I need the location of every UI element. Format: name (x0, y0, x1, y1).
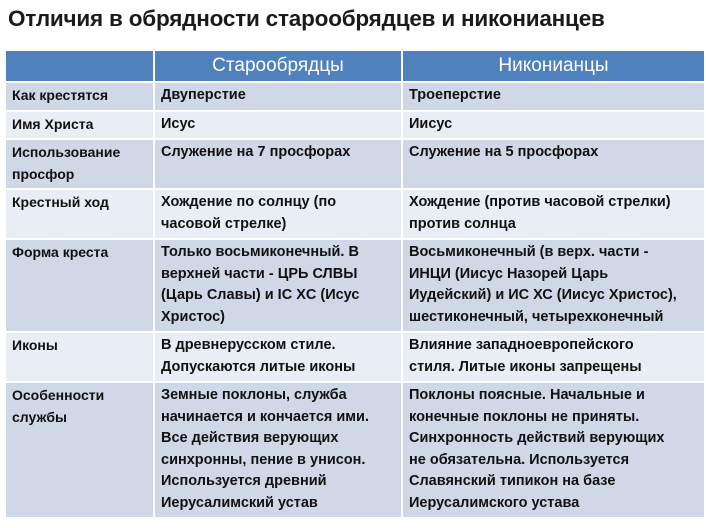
cell-text-line: Христос) (161, 308, 225, 325)
cell-text-line: Хождение (против часовой стрелки) (409, 194, 671, 210)
cell-text-line: Славянский типикон на базе (409, 473, 616, 489)
cell-text-line: не обязательна. Используется (409, 451, 630, 468)
row-label-cell (6, 112, 153, 139)
cell-text-line: Используется древний (161, 473, 327, 489)
table-row (6, 240, 704, 331)
cell-text-line: Поклоны поясные. Начальные и (409, 387, 645, 403)
nikonians-cell (403, 383, 704, 517)
old-believers-cell (155, 240, 401, 331)
table-row (6, 383, 704, 517)
cell-text-line: Иерусалимского устава (409, 494, 580, 511)
cell-text-line: Как крестятся (12, 87, 108, 103)
row-label-cell (6, 140, 153, 188)
cell-text-line: Имя Христа (12, 115, 94, 132)
header-old-believers: Старообрядцы (155, 51, 401, 81)
row-label-cell (6, 333, 153, 381)
old-believers-cell (155, 190, 401, 238)
cell-text-line: службы (12, 408, 67, 425)
cell-text-line: Влияние западноевропейского (409, 337, 634, 353)
nikonians-cell (403, 112, 704, 139)
comparison-table (4, 49, 706, 519)
old-believers-cell (155, 83, 401, 110)
table-header-row (6, 51, 704, 81)
cell-text-line: начинается и кончается ими. (161, 408, 369, 425)
row-label-cell (6, 190, 153, 238)
cell-text-line: Иерусалимский устав (161, 494, 318, 511)
nikonians-cell (403, 190, 704, 238)
cell-text-line: Исус (161, 115, 196, 132)
old-believers-cell (155, 112, 401, 139)
cell-text-line: часовой стрелке) (161, 215, 287, 232)
cell-text-line: Иисус (409, 115, 453, 132)
row-label-cell (6, 383, 153, 517)
header-nikonians: Никонианцы (403, 51, 704, 81)
cell-text-line: Особенности (12, 387, 105, 403)
nikonians-cell (403, 240, 704, 331)
cell-text-line: шестиконечный, четырехконечный (409, 308, 664, 325)
cell-text-line: Служение на 7 просфорах (161, 144, 351, 160)
cell-text-line: Иудейский) и ИС ХС (Иисус Христос), (409, 287, 677, 303)
cell-text-line: Использование (12, 144, 121, 160)
cell-text-line: Только восьмиконечный. В (161, 244, 359, 260)
row-label-cell (6, 240, 153, 331)
table-row (6, 112, 704, 139)
cell-text-line: Крестный ход (12, 194, 109, 210)
old-believers-cell (155, 383, 401, 517)
cell-text-line: Земные поклоны, служба (161, 387, 347, 403)
cell-text-line: (Царь Славы) и IC XC (Исус (161, 287, 360, 303)
cell-text-line: против солнца (409, 215, 516, 232)
table-row (6, 83, 704, 110)
cell-text-line: просфор (12, 165, 75, 182)
cell-text-line: Все действия верующих (161, 430, 339, 446)
row-label-cell (6, 83, 153, 110)
cell-text-line: Восьмиконечный (в верх. части - (409, 244, 649, 260)
cell-text-line: В древнерусском стиле. (161, 337, 336, 353)
page-title: Отличия в обрядности старообрядцев и никонианцев (8, 6, 605, 31)
cell-text-line: Синхронность действий верующих (409, 430, 665, 446)
cell-text-line: верхней части - ЦРЬ СЛВЫ (161, 265, 358, 282)
nikonians-cell (403, 83, 704, 110)
cell-text-line: Троеперстие (409, 87, 501, 103)
table-row (6, 190, 704, 238)
table-row (6, 333, 704, 381)
table-body (6, 83, 704, 517)
old-believers-cell (155, 140, 401, 188)
cell-text-line: Форма креста (12, 244, 109, 260)
cell-text-line: Служение на 5 просфорах (409, 144, 599, 160)
cell-text-line: ИНЦИ (Иисус Назорей Царь (409, 265, 609, 282)
cell-text-line: Допускаются литые иконы (161, 358, 356, 375)
old-believers-cell (155, 333, 401, 381)
table-row (6, 140, 704, 188)
nikonians-cell (403, 333, 704, 381)
nikonians-cell (403, 140, 704, 188)
cell-text-line: Двуперстие (161, 87, 246, 103)
cell-text-line: стиля. Литые иконы запрещены (409, 358, 642, 375)
header-empty-cell (6, 51, 153, 81)
cell-text-line: Хождение по солнцу (по (161, 194, 337, 210)
cell-text-line: Иконы (12, 337, 58, 353)
cell-text-line: конечные поклоны не приняты. (409, 408, 640, 425)
cell-text-line: синхронны, пение в унисон. (161, 451, 366, 468)
